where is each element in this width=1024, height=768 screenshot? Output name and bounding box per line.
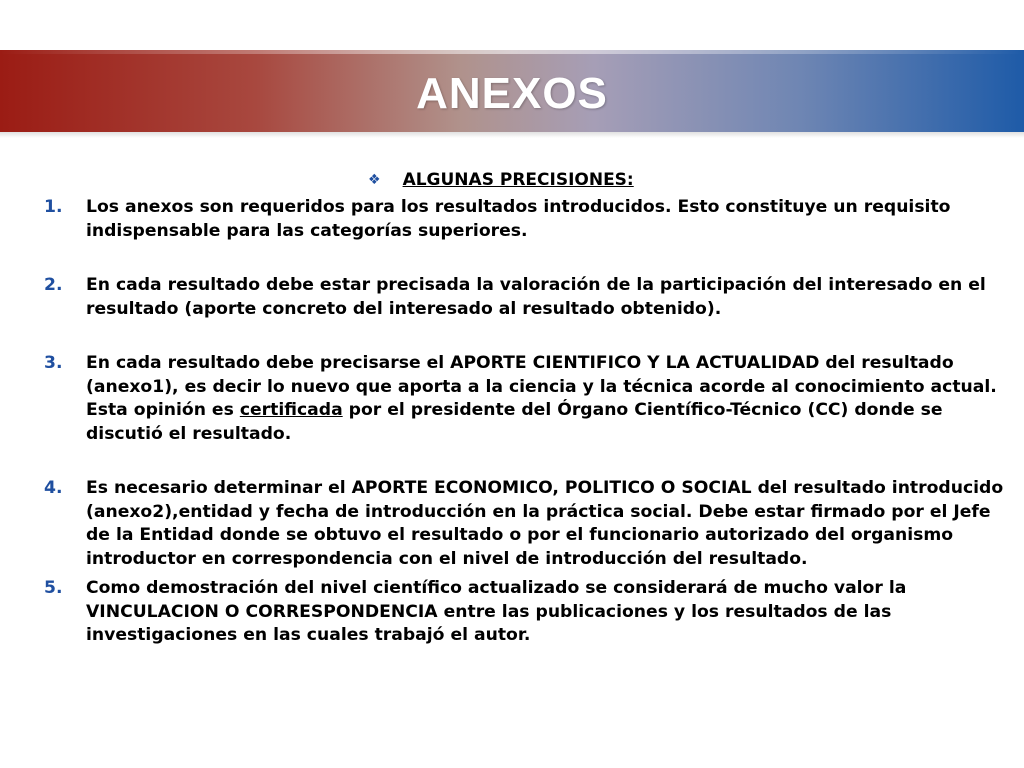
title-banner: [0, 50, 1024, 132]
subtitle: ALGUNAS PRECISIONES:: [402, 170, 634, 190]
item-text: En cada resultado debe estar precisada la valoración de la participación del interesado en el resultado (aporte concreto del interesado al resultado obtenido).: [86, 275, 986, 319]
item-text-after: por el presidente del Órgano Científico-Técnico (CC) donde se discutió el resultado.: [86, 400, 943, 444]
banner-shadow: [0, 132, 1024, 138]
item-text: Es necesario determinar el APORTE ECONOMICO, POLITICO O SOCIAL del resultado introducido (anexo2),entidad y fecha de introducción en la práctica social. Debe estar firmado por el Jefe de la Entidad donde se obtuvo el resultado o por el funcionario autorizado del organismo introductor en correspondencia con el nivel de introducción del resultado.: [86, 478, 1004, 569]
list-item-5: [44, 577, 1010, 648]
item-number: 1.: [44, 197, 63, 217]
numbered-list: [44, 196, 1010, 648]
subtitle-row: [368, 168, 634, 192]
list-item-1: [44, 196, 1010, 243]
list-item-3: [44, 352, 1010, 446]
item-number: 3.: [44, 353, 63, 373]
item-number: 5.: [44, 578, 63, 598]
list-item-2: [44, 274, 1010, 321]
item-text: Como demostración del nivel científico actualizado se considerará de mucho valor la VINCULACION O CORRESPONDENCIA entre las publicaciones y los resultados de las investigaciones en las cuales trabajó el autor.: [86, 578, 907, 645]
item-number: 2.: [44, 275, 63, 295]
slide-title: ANEXOS: [416, 69, 608, 118]
item-text-before: En cada resultado debe precisarse el APORTE CIENTIFICO Y LA ACTUALIDAD del resultado (anexo1), es decir lo nuevo que aporta a la ciencia y la técnica acorde al conocimiento actual. Esta opinión es: [86, 353, 997, 420]
item-text: [86, 352, 1010, 446]
item-text-underlined: certificada: [239, 400, 343, 420]
list-item-4: [44, 477, 1010, 571]
item-text: Los anexos son requeridos para los resultados introducidos. Esto constituye un requisito indispensable para las categorías superiores.: [86, 197, 951, 241]
item-number: 4.: [44, 478, 63, 498]
diamond-bullet-icon: ❖: [368, 172, 381, 188]
